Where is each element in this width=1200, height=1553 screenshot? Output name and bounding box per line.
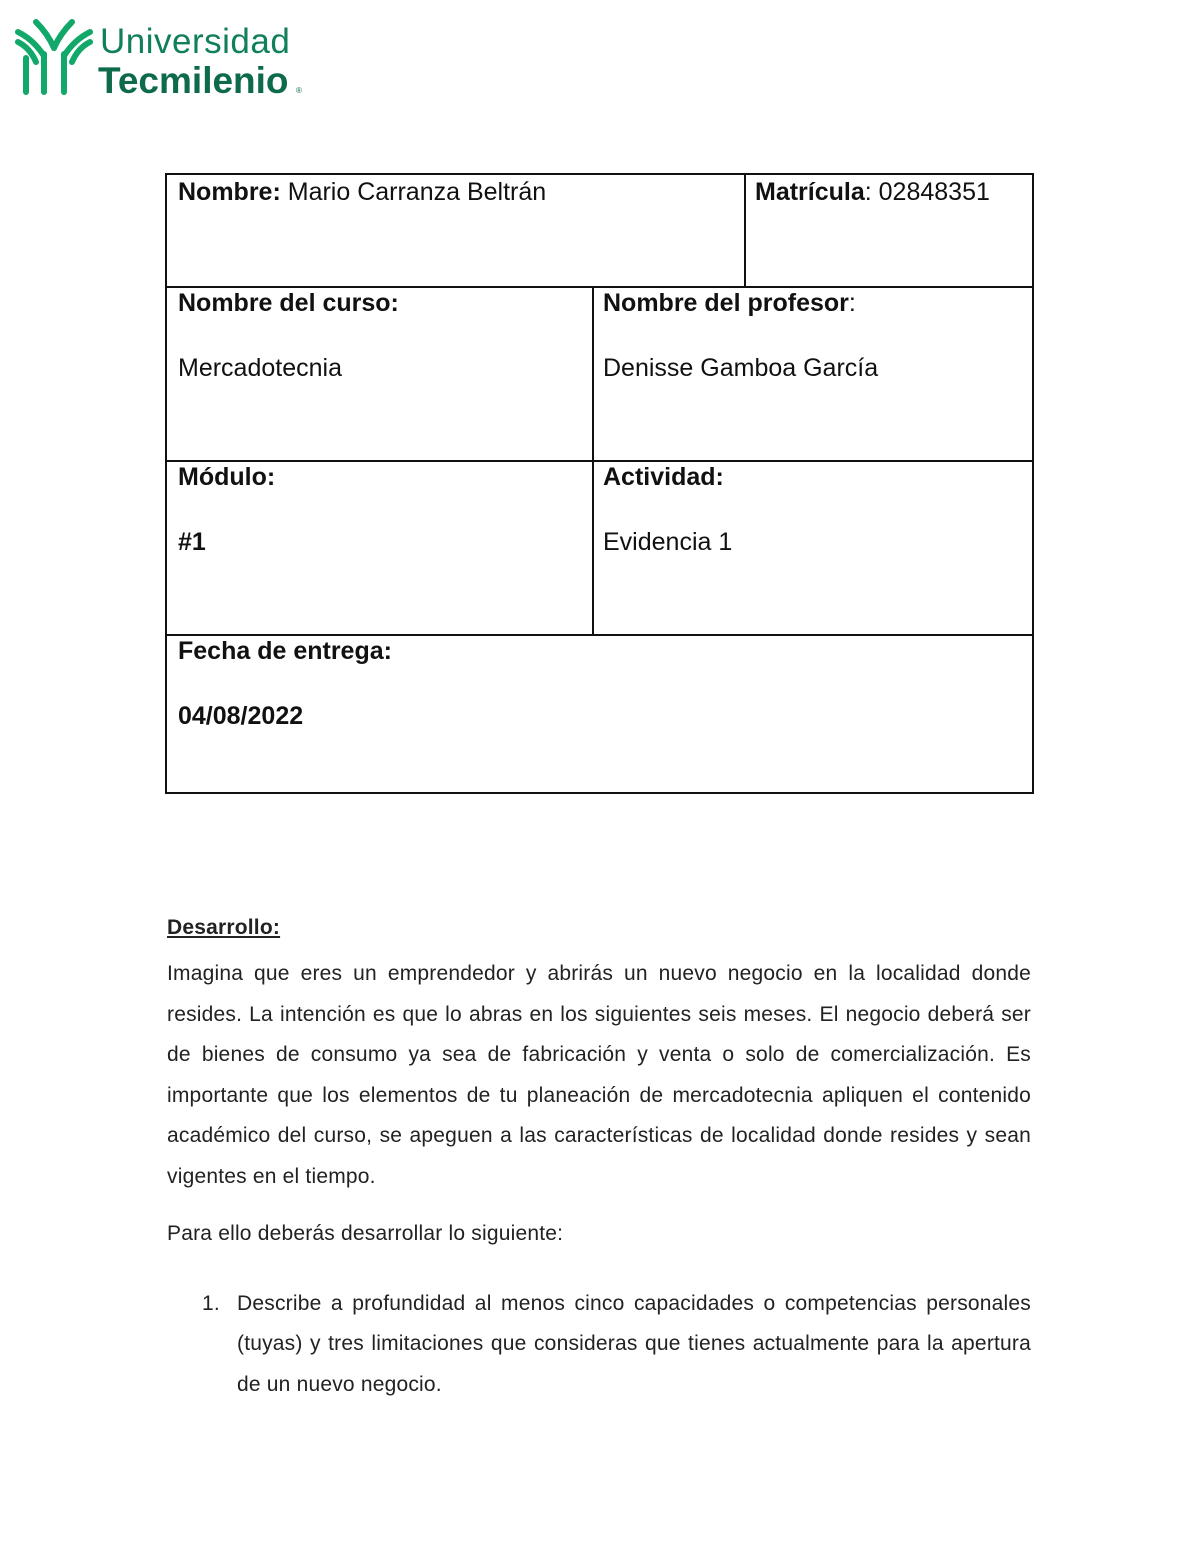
cover-info-table: [165, 173, 1034, 794]
cell-curso: [178, 288, 588, 383]
instructions-paragraph: Imagina que eres un emprendedor y abrirás un nuevo negocio en la localidad donde resides. La intención es que lo abras en los siguientes seis meses. El negocio deberá ser de bienes de consumo ya sea de fabricación y venta o solo de comercialización. Es importante que los elementos de tu planeación de mercadotecnia apliquen el contenido académico del curso, se apeguen a las características de localidad donde resides y sean vigentes en el tiempo.: [167, 962, 1031, 1188]
curso-label: Nombre del curso:: [178, 289, 399, 317]
tecmilenio-leaf-icon: [14, 18, 94, 96]
cell-actividad: [603, 462, 1028, 557]
nombre-label: Nombre:: [178, 178, 281, 206]
list-item-text: Describe a profundidad al menos cinco capacidades o competencias personales (tuyas) y tres limitaciones que consideras que tienes actualmente para la apertura de un nuevo negocio.: [237, 1291, 1031, 1396]
university-logo: [14, 18, 314, 100]
cell-modulo: [178, 462, 588, 557]
divider: [744, 175, 746, 287]
task-list: [167, 1284, 1031, 1406]
list-item-number: 1.: [202, 1291, 220, 1315]
actividad-label: Actividad:: [603, 463, 724, 491]
cell-fecha: [178, 636, 1023, 731]
lead-in-paragraph: Para ello deberás desarrollar lo siguiente:: [167, 1221, 564, 1245]
fecha-value: 04/08/2022: [178, 702, 304, 730]
profesor-colon: :: [848, 289, 856, 317]
logo-line-universidad: Universidad: [100, 22, 291, 61]
registered-mark: ®: [296, 86, 302, 95]
section-heading: Desarrollo:: [167, 916, 281, 939]
cell-profesor: [603, 288, 1028, 383]
actividad-value: Evidencia 1: [603, 528, 733, 556]
list-item: [167, 1284, 1031, 1406]
fecha-label: Fecha de entrega:: [178, 637, 392, 665]
logo-line-tecmilenio: Tecmilenio: [98, 60, 289, 101]
matricula-label: Matrícula: [755, 178, 865, 206]
modulo-label: Módulo:: [178, 463, 276, 491]
profesor-value: Denisse Gamboa García: [603, 354, 879, 382]
nombre-value: Mario Carranza Beltrán: [280, 178, 547, 206]
modulo-value: #1: [178, 528, 206, 556]
curso-value: Mercadotecnia: [178, 354, 342, 382]
cell-matricula: [755, 177, 1030, 207]
cell-nombre: [178, 177, 738, 207]
profesor-label: Nombre del profesor: [603, 289, 849, 317]
document-body: [167, 916, 1031, 1405]
matricula-value: : 02848351: [864, 178, 990, 206]
